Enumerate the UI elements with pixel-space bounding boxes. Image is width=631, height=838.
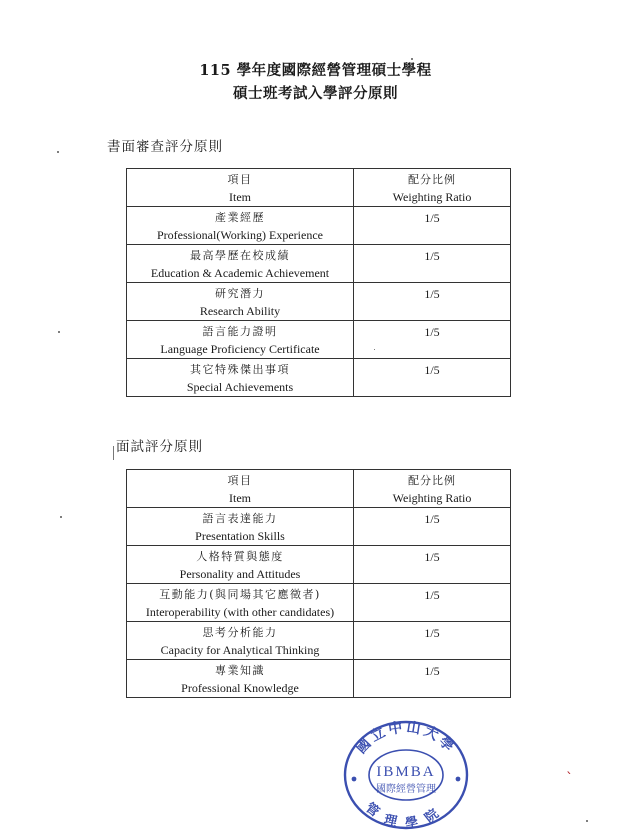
item-header-zh: 項目 (227, 173, 253, 186)
item-header-cell (127, 470, 354, 508)
table-row (127, 584, 511, 622)
scan-speck (57, 151, 59, 153)
seal-top-text: 國立中山大學 (353, 719, 459, 757)
item-header-cell (127, 169, 354, 207)
item-zh: 最高學歷在校成績 (190, 249, 290, 262)
table-row (127, 660, 511, 698)
seal-star-left (352, 777, 357, 782)
item-en: Research Ability (199, 304, 281, 318)
ratio-value: 1/5 (424, 512, 440, 526)
scan-speck (374, 349, 375, 350)
ratio-header-zh: 配分比例 (408, 173, 456, 186)
table-header-row (127, 169, 511, 207)
item-cell (127, 546, 354, 584)
ratio-cell (354, 622, 511, 660)
interview-heading: 面試評分原則 (116, 439, 203, 455)
ratio-cell (354, 245, 511, 283)
table-row (127, 359, 511, 397)
scan-speck (113, 446, 114, 460)
item-zh: 人格特質與態度 (196, 550, 284, 563)
red-tick-mark: ˋ (566, 771, 573, 787)
written-review-heading: 書面審查評分原則 (107, 139, 223, 155)
item-en: Capacity for Analytical Thinking (160, 643, 320, 657)
table-row (127, 245, 511, 283)
item-cell (127, 359, 354, 397)
ratio-cell (354, 546, 511, 584)
item-cell (127, 508, 354, 546)
ratio-header-cell (354, 169, 511, 207)
seal-center-english: IBMBA (376, 764, 436, 780)
ratio-cell (354, 207, 511, 245)
written-review-table (126, 168, 511, 397)
interview-table (126, 469, 511, 698)
ibmba-official-seal (342, 719, 470, 831)
ratio-cell (354, 359, 511, 397)
table-row (127, 508, 511, 546)
scan-speck (586, 820, 588, 822)
seal-star-right (456, 777, 461, 782)
item-zh: 其它特殊傑出事項 (190, 363, 290, 376)
item-en: Education & Academic Achievement (150, 266, 330, 280)
item-zh: 語言表達能力 (202, 512, 278, 525)
item-cell (127, 584, 354, 622)
item-en: Language Proficiency Certificate (160, 342, 320, 356)
table-row (127, 321, 511, 359)
item-en: Personality and Attitudes (179, 567, 301, 581)
item-header-zh: 項目 (227, 474, 253, 487)
ratio-value: 1/5 (424, 626, 440, 640)
ratio-header-en: Weighting Ratio (392, 190, 472, 204)
ratio-cell (354, 660, 511, 698)
item-en: Presentation Skills (195, 529, 285, 543)
table-row (127, 207, 511, 245)
item-cell (127, 207, 354, 245)
item-en: Professional Knowledge (181, 681, 299, 695)
item-cell (127, 283, 354, 321)
item-zh: 產業經歷 (215, 211, 265, 224)
item-cell (127, 622, 354, 660)
document-title-line-1: 115 學年度國際經營管理碩士學程 (199, 62, 432, 79)
ratio-cell (354, 283, 511, 321)
ratio-value: 1/5 (424, 211, 440, 225)
ratio-value: 1/5 (424, 588, 440, 602)
item-header-en: Item (229, 491, 251, 505)
ratio-header-en: Weighting Ratio (392, 491, 472, 505)
item-zh: 思考分析能力 (202, 626, 278, 639)
item-header-en: Item (229, 190, 251, 204)
item-zh: 語言能力證明 (202, 325, 278, 338)
ratio-value: 1/5 (424, 664, 440, 678)
ratio-cell (354, 584, 511, 622)
item-zh: 專業知識 (215, 664, 265, 677)
table-row (127, 546, 511, 584)
table-row (127, 283, 511, 321)
item-cell (127, 245, 354, 283)
ratio-value: 1/5 (424, 287, 440, 301)
scan-speck (58, 331, 60, 333)
item-en: Professional(Working) Experience (157, 228, 323, 242)
ratio-cell (354, 321, 511, 359)
document-title-line-2: 碩士班考試入學評分原則 (233, 85, 398, 102)
item-zh: 研究潛力 (215, 287, 265, 300)
seal-center-chinese: 國際經營管理 (376, 784, 436, 795)
seal-bottom-text: 管理學院 (362, 800, 450, 831)
item-en: Special Achievements (186, 380, 294, 394)
ratio-header-zh: 配分比例 (408, 474, 456, 487)
ratio-header-cell (354, 470, 511, 508)
scan-speck (411, 58, 413, 60)
item-en: Interoperability (with other candidates) (145, 605, 335, 619)
table-header-row (127, 470, 511, 508)
item-zh: 互動能力(與同場其它應徵者) (159, 588, 321, 601)
ratio-value: 1/5 (424, 325, 440, 339)
ratio-value: 1/5 (424, 550, 440, 564)
ratio-value: 1/5 (424, 249, 440, 263)
item-cell (127, 321, 354, 359)
table-row (127, 622, 511, 660)
ratio-value: 1/5 (424, 363, 440, 377)
item-cell (127, 660, 354, 698)
scan-speck (60, 516, 62, 518)
ratio-cell (354, 508, 511, 546)
